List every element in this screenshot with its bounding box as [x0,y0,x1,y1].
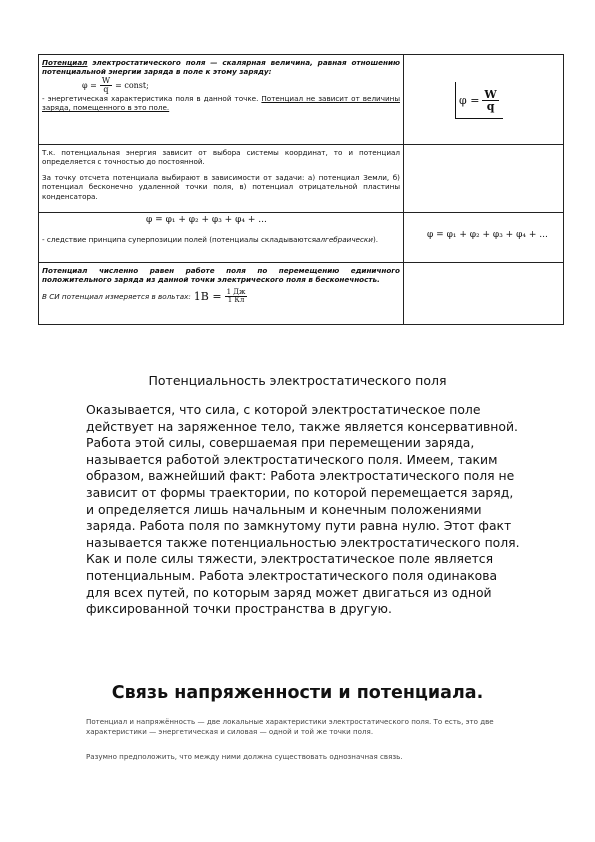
formula-numerator: 1 Дж [226,287,246,296]
formula-denominator: q [103,84,109,94]
si-unit-line [42,289,400,304]
formula-cell [404,213,564,263]
superposition-formula: φ = φ₁ + φ₂ + φ₃ + φ₄ + ... [146,215,267,225]
definition-cell [39,55,404,145]
constant-text: Т.к. потенциальная энергия зависит от выбора системы координат, то и потенциал определяется с точностью до постоянной. [42,148,400,167]
superposition-cell [39,213,404,263]
si-unit-text: В СИ потенциал измеряется в вольтах: [42,291,191,301]
formula-numerator: W [101,75,111,85]
section-heading: Связь напряженности и потенциала. [111,683,484,703]
theory-table [38,54,564,325]
work-definition-cell [39,263,404,325]
potential-formula [82,77,149,94]
formula-cell [404,55,564,145]
formula-fraction [482,89,498,112]
small-paragraph: Потенциал и напряжённость — две локальные характеристики электростатического поля. То есть, это две характеристики — энергетическая и силовая — одной и той же точки поля. [86,717,494,736]
reference-point-text: За точку отсчета потенциала выбирают в зависимости от задачи: а) потенциал Земли, б) потенциал бесконечно удаленной точки поля, в) потенциал отрицательной пластины конденсатора. [42,172,400,201]
superposition-formula: φ = φ₁ + φ₂ + φ₃ + φ₄ + ... [427,230,548,240]
text-part: - энергетическая характеристика поля в данной точке. [42,93,262,103]
reference-cell [39,145,404,213]
definition-text: электростатического поля — скалярная величина, равная отношению потенциальной энергии заряда в поле к этому заряду: [42,58,400,77]
superposition-text [42,235,400,244]
formula-lhs: φ = [82,80,97,90]
table-row [39,145,564,213]
formula-fraction [225,289,248,304]
table-row [39,263,564,325]
formula-fraction [100,77,112,94]
boxed-formula [455,82,503,119]
section-title: Потенциальность электростатического поля [148,373,447,388]
text-italic: алгебраически [316,235,373,245]
term-potential: Потенциал [42,58,88,67]
section-paragraph: Оказывается, что сила, с которой электростатическое поле действует на заряженное тело, также является консервативной. Работа этой силы, совершаемая при перемещении заряда, называется работой электростатического поля. Имеем, таким образом, важнейший факт: Работа электростатического поля не зависит от формы траектории, по которой перемещается заряд, и определяется лишь начальным и конечным положениями заряда. Работа поля по замкнутому пути равна нулю. Этот факт называется также потенциальностью электростатического поля. Как и поле силы тяжести, электростатическое поле является потенциальным. Работа электростатического поля одинакова для всех путей, по которым заряд может двигаться из одной фиксированной точки пространства в другую. [86,402,520,617]
empty-cell [404,145,564,213]
work-definition-text: Потенциал численно равен работе поля по перемещению единичного положительного заряда из данной точки электрического поля в бесконечность. [42,266,400,285]
energy-characteristic-text [42,94,400,113]
table-row [39,55,564,145]
text-part: - следствие принципа суперпозиции полей (потенциалы складываются [42,235,317,245]
text-underlined: Потенциал не зависит от величины заряда, помещенного в это поле. [42,93,400,113]
volt-formula [194,289,248,304]
small-paragraph: Разумно предположить, что между ними должна существовать однозначная связь. [86,752,403,761]
formula-lhs: 1В = [193,289,222,303]
formula-denominator: 1 Кл [227,295,245,304]
formula-numerator: W [484,87,497,101]
formula-rhs: = const; [115,80,149,90]
text-part: ). [372,235,379,245]
empty-cell [404,263,564,325]
table-row [39,213,564,263]
formula-lhs: φ = [459,93,480,107]
formula-denominator: q [486,99,495,113]
potential-definition [42,58,400,77]
